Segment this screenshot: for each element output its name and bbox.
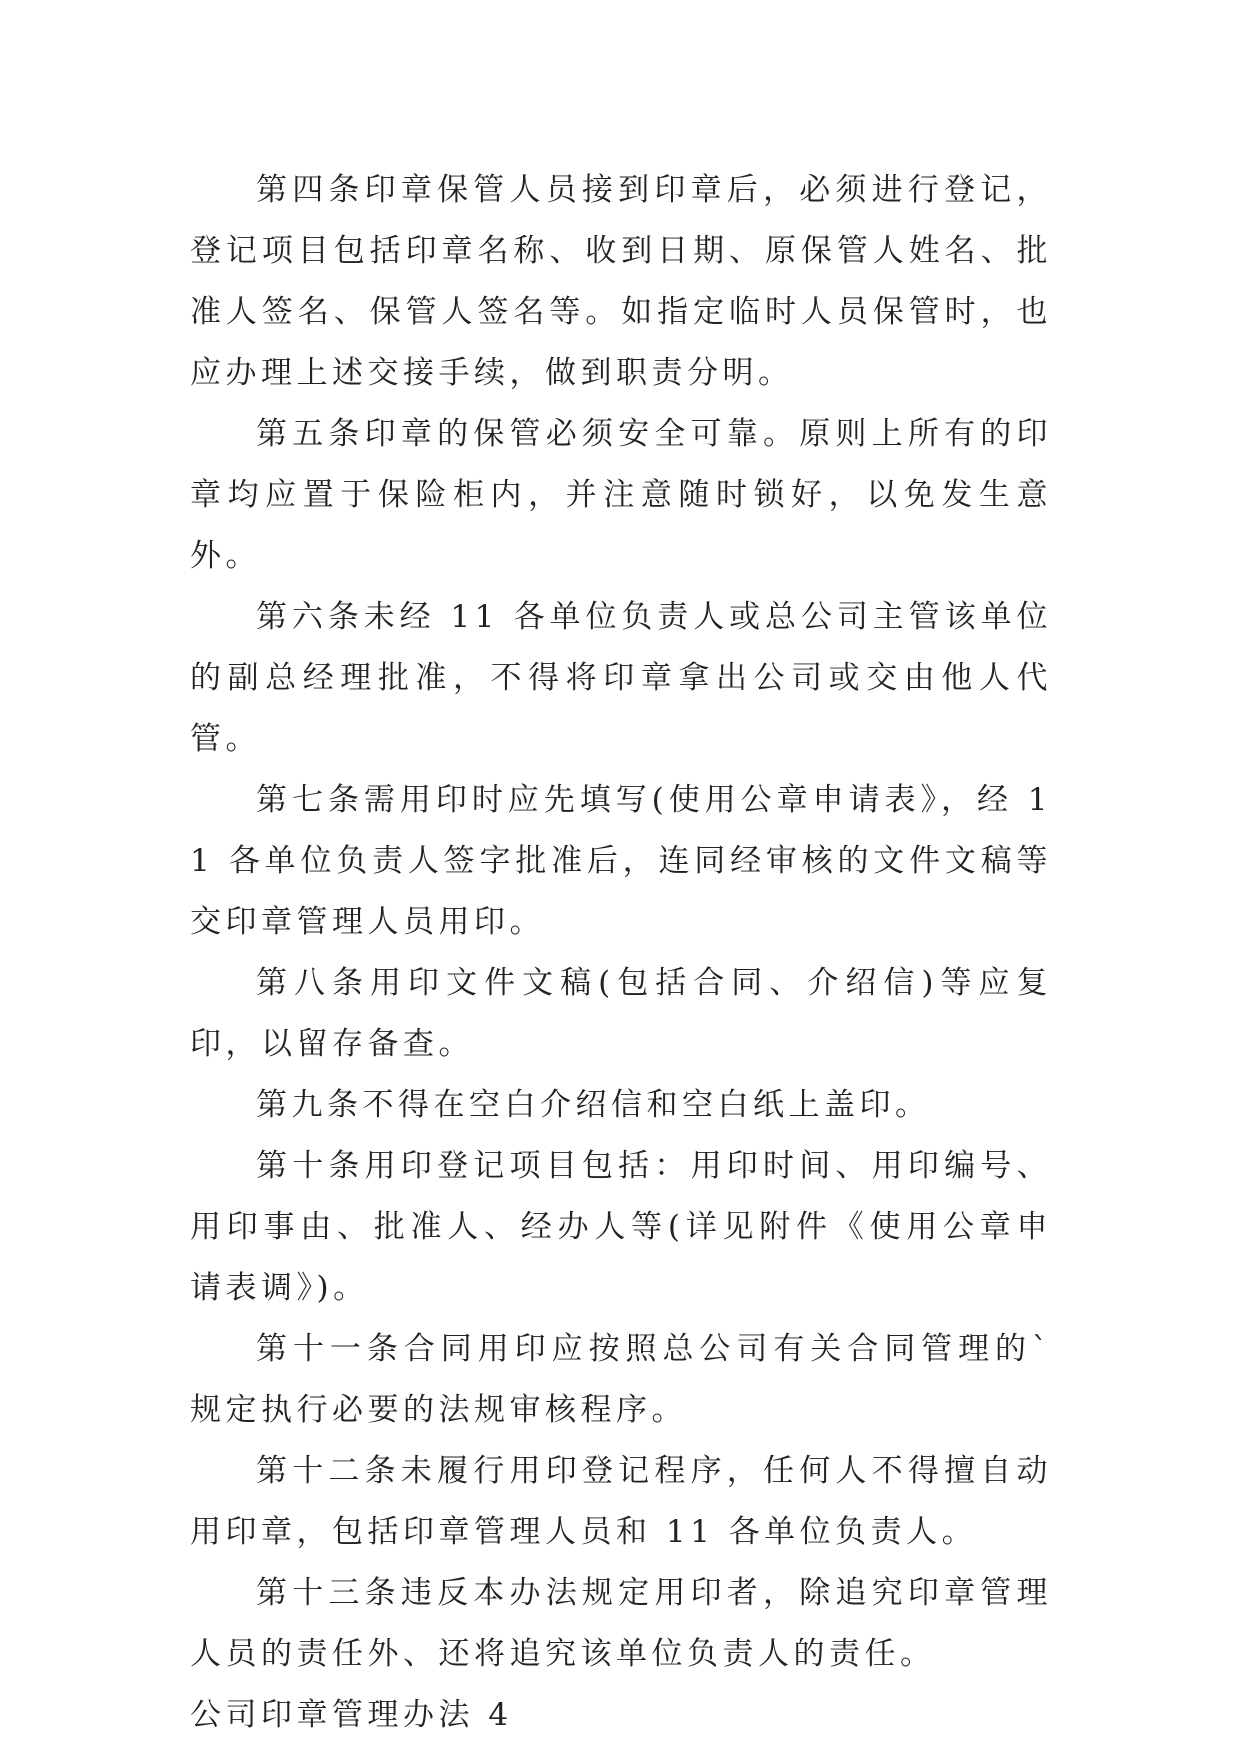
paragraph-article-13: 第十三条违反本办法规定用印者，除追究印章管理人员的责任外、还将追究该单位负责人的责任。 <box>190 1575 1052 1672</box>
paragraph-article-9: 第九条不得在空白介绍信和空白纸上盖印。 <box>256 1087 931 1123</box>
paragraph-article-7: 第七条需用印时应先填写(使用公章申请表》，经 11 各单位负责人签字批准后，连同经审核的文件文稿等交印章管理人员用印。 <box>190 782 1052 940</box>
paragraph-article-5: 第五条印章的保管必须安全可靠。原则上所有的印章均应置于保险柜内，并注意随时锁好，以免发生意外。 <box>190 416 1052 574</box>
paragraph-article-10: 第十条用印登记项目包括：用印时间、用印编号、用印事由、批准人、经办人等(详见附件《使用公章申请表调》)。 <box>190 1148 1052 1306</box>
document-body <box>190 160 1052 1746</box>
paragraph-article-6: 第六条未经 11 各单位负责人或总公司主管该单位的副总经理批准，不得将印章拿出公司或交由他人代管。 <box>190 599 1052 757</box>
paragraph-article-12: 第十二条未履行用印登记程序，任何人不得擅自动用印章，包括印章管理人员和 11 各单位负责人。 <box>190 1453 1052 1550</box>
section-heading: 公司印章管理办法 4 <box>190 1697 513 1733</box>
paragraph-article-11: 第十一条合同用印应按照总公司有关合同管理的`规定执行必要的法规审核程序。 <box>190 1331 1052 1428</box>
paragraph-article-8: 第八条用印文件文稿(包括合同、介绍信)等应复印，以留存备查。 <box>190 965 1052 1062</box>
paragraph-article-4: 第四条印章保管人员接到印章后，必须进行登记，登记项目包括印章名称、收到日期、原保管人姓名、批准人签名、保管人签名等。如指定临时人员保管时，也应办理上述交接手续，做到职责分明。 <box>190 172 1052 391</box>
